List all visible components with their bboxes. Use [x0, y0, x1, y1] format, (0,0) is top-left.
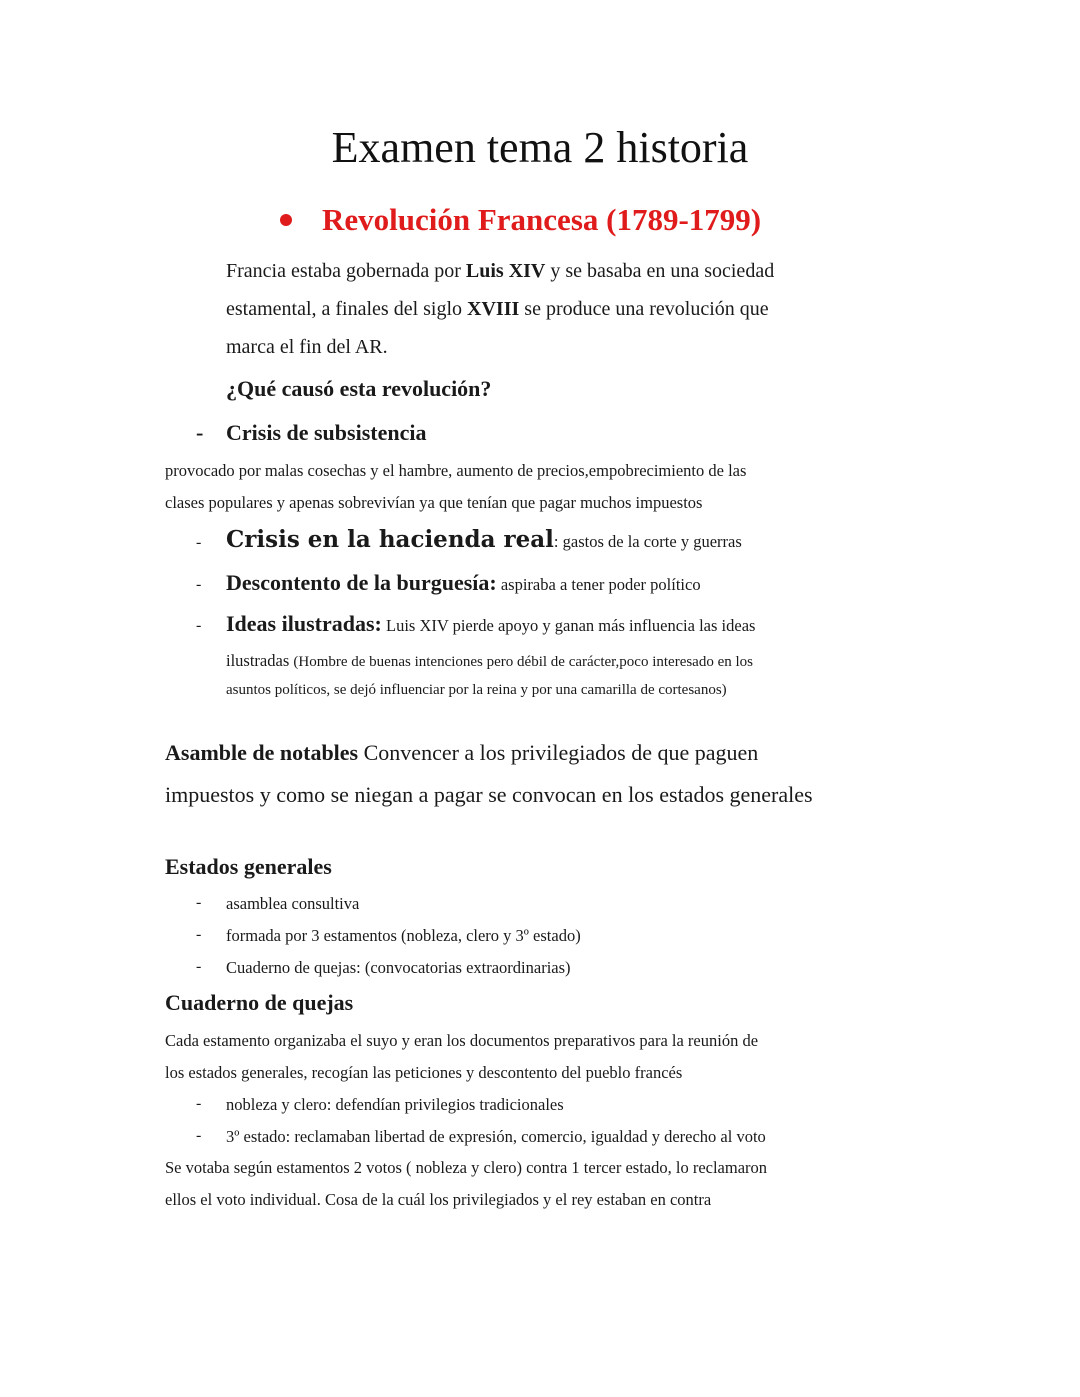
cuaderno-closing-1: Se votaba según estamentos 2 votos ( nobleza y clero) contra 1 tercer estado, lo reclamaron: [165, 1158, 768, 1177]
cuaderno-item-1: nobleza y clero: defendían privilegios tradicionales: [226, 1095, 564, 1114]
cause-text-subsistencia-1: provocado por malas cosechas y el hambre, aumento de precios,empobrecimiento de las: [165, 461, 747, 480]
cuaderno-closing-2: ellos el voto individual. Cosa de la cuál los privilegiados y el rey estaban en contra: [165, 1190, 712, 1209]
cause-ilustradas-line-3: asuntos políticos, se dejó influenciar por la reina y por una camarilla de cortesanos): [226, 682, 727, 698]
asamblea-line-1: Asamble de notables Convencer a los privilegiados de que paguen: [165, 740, 759, 765]
cause-title-ilustradas: Ideas ilustradas:: [226, 611, 382, 636]
section-heading-revolucion: [280, 202, 761, 238]
estados-dash-2: -: [196, 926, 202, 943]
asamblea-line-2: impuestos y como se niegan a pagar se convocan en los estados generales: [165, 782, 813, 807]
estados-item-1: asamblea consultiva: [226, 894, 360, 913]
cause-ilustradas-line-2: ilustradas (Hombre de buenas intenciones pero débil de carácter,poco interesado en los: [226, 651, 754, 670]
bullet-dot-icon: [280, 214, 292, 226]
cause-burguesia: Descontento de la burguesía: aspiraba a tener poder político: [226, 570, 701, 595]
cuaderno-text-2: los estados generales, recogían las peticiones y descontento del pueblo francés: [165, 1063, 683, 1082]
cause-hacienda: Crisis en la hacienda real: gastos de la corte y guerras: [226, 526, 742, 553]
estados-dash-1: -: [196, 894, 202, 911]
cause-dash-1: -: [196, 420, 204, 445]
cuaderno-item-2: 3º estado: reclamaban libertad de expresión, comercio, igualdad y derecho al voto: [226, 1127, 766, 1146]
cause-dash-2: -: [196, 534, 202, 551]
cause-text-subsistencia-2: clases populares y apenas sobrevivían ya que tenían que pagar muchos impuestos: [165, 493, 703, 512]
cuaderno-dash-2: -: [196, 1127, 202, 1144]
section-heading-text: Revolución Francesa (1789-1799): [322, 202, 762, 237]
intro-line-3: marca el fin del AR.: [226, 336, 388, 358]
cuaderno-text-1: Cada estamento organizaba el suyo y eran los documentos preparativos para la reunión de: [165, 1031, 759, 1050]
intro-line-1: Francia estaba gobernada por Luis XIV y se basaba en una sociedad: [226, 260, 775, 282]
cause-title-hacienda: Crisis en la hacienda real: [226, 526, 554, 553]
cause-dash-3: -: [196, 576, 202, 593]
estados-dash-3: -: [196, 958, 202, 975]
asamblea-title: Asamble de notables: [165, 740, 359, 765]
estados-item-3: Cuaderno de quejas: (convocatorias extraordinarias): [226, 958, 571, 977]
cause-title-burguesia: Descontento de la burguesía:: [226, 570, 497, 595]
cause-dash-4: -: [196, 617, 202, 634]
estados-item-2: formada por 3 estamentos (nobleza, clero y 3º estado): [226, 926, 581, 945]
luis-xiv-emphasis: Luis XIV: [465, 260, 546, 282]
cuaderno-dash-1: -: [196, 1095, 202, 1112]
page-title: Examen tema 2 historia: [331, 123, 749, 172]
estados-title: Estados generales: [165, 854, 332, 879]
siglo-emphasis: XVIII: [467, 298, 520, 320]
intro-line-2: estamental, a finales del siglo XVIII se produce una revolución que: [226, 298, 769, 320]
cause-ilustradas: Ideas ilustradas: Luis XIV pierde apoyo y ganan más influencia las ideas: [226, 611, 756, 636]
question-heading: ¿Qué causó esta revolución?: [226, 376, 492, 401]
cuaderno-title: Cuaderno de quejas: [165, 990, 354, 1015]
cause-title-subsistencia: Crisis de subsistencia: [226, 420, 427, 445]
